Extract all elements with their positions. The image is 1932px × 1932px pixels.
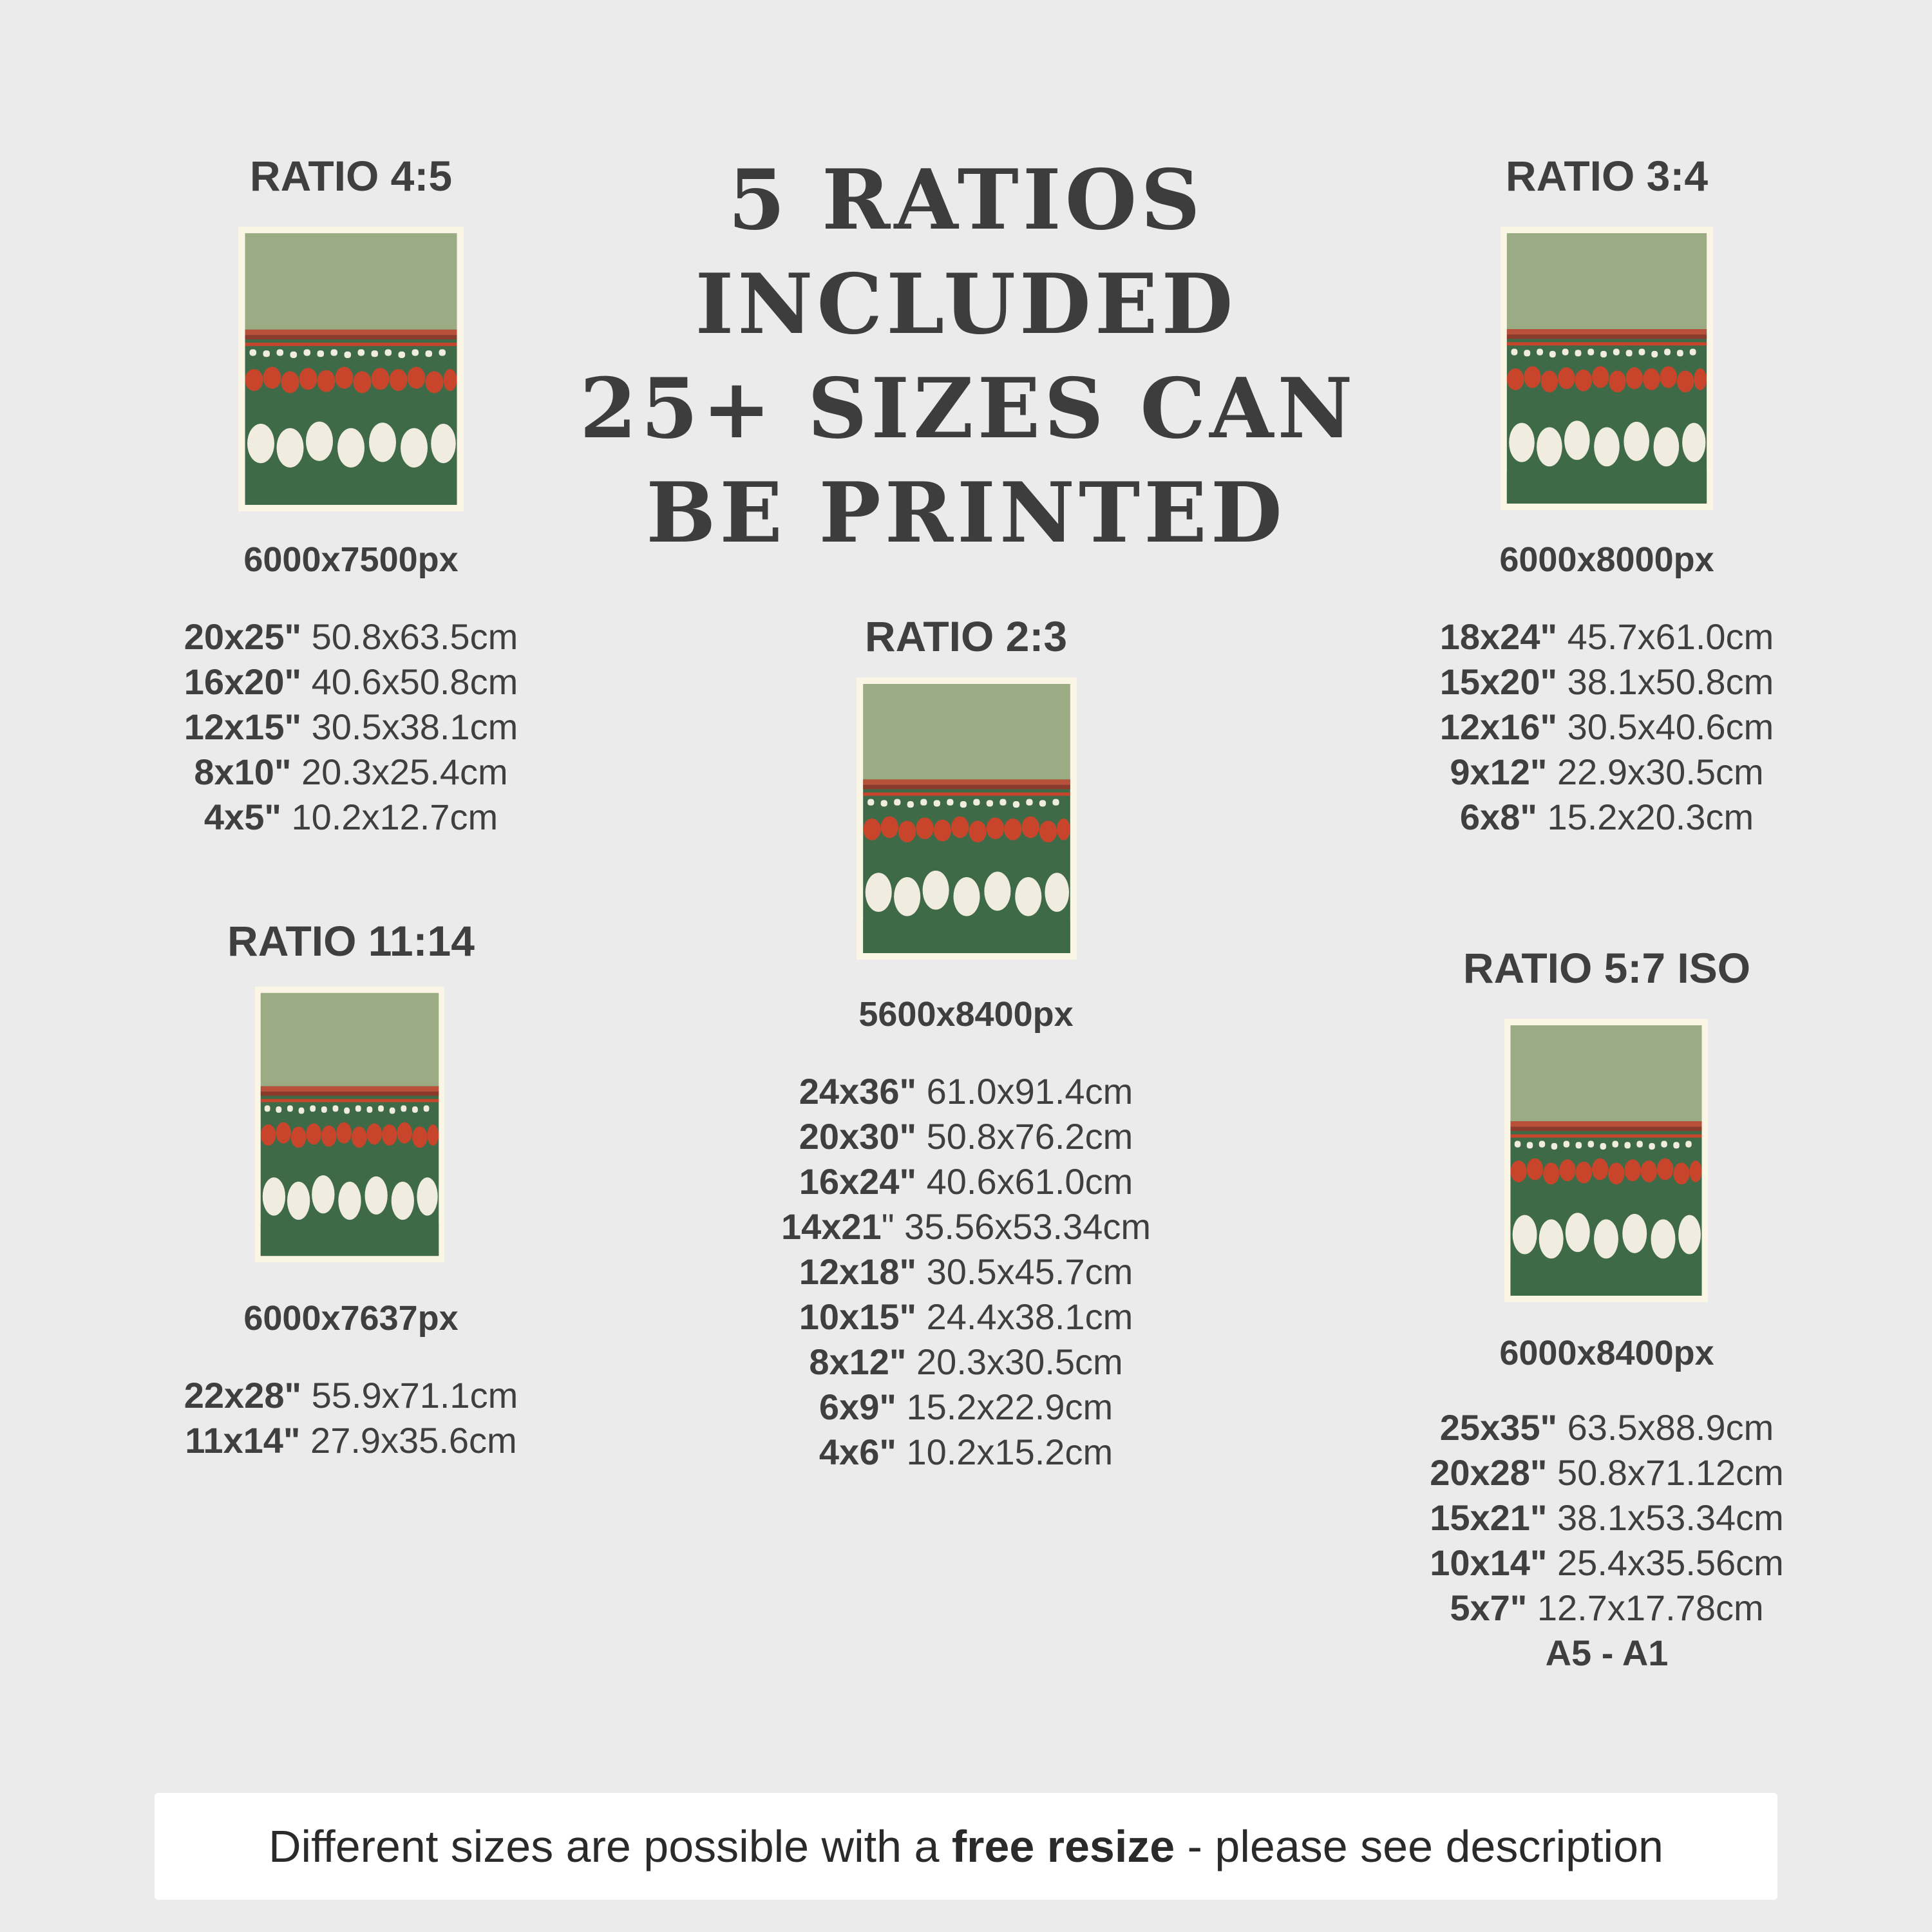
footer-text-start: Different sizes are possible with a [269, 1821, 952, 1871]
ratio-5-7-title-block [1381, 944, 1832, 992]
size-row: 10x15" 24.4x38.1cm [799, 1296, 1133, 1337]
size-row: 20x28" 50.8x71.12cm [1430, 1452, 1784, 1493]
size-row: 22x28" 55.9x71.1cm [184, 1375, 518, 1416]
size-row: 20x30" 50.8x76.2cm [799, 1116, 1133, 1157]
size-list [741, 1069, 1191, 1475]
size-row: 18x24" 45.7x61.0cm [1439, 616, 1774, 657]
size-row: 15x20" 38.1x50.8cm [1439, 661, 1774, 702]
pixel-dimensions: 5600x8400px [858, 995, 1074, 1034]
size-row: 4x5" 10.2x12.7cm [204, 797, 498, 837]
size-row: 9x12" 22.9x30.5cm [1450, 752, 1764, 792]
ratio-4-5-details [158, 542, 544, 840]
size-list [158, 614, 544, 840]
size-row: 24x36" 61.0x91.4cm [799, 1071, 1133, 1112]
size-list [158, 1373, 544, 1463]
tulip-artwork [238, 227, 464, 511]
iso-range: A5 - A1 [1545, 1633, 1669, 1673]
ratio-2-3-title-block [773, 612, 1159, 660]
poster-preview-5-7 [1504, 1019, 1708, 1302]
headline-line-3: 25+ SIZES CAN [580, 361, 1357, 457]
poster-preview-11-14 [255, 987, 444, 1262]
ratio-title: RATIO 11:14 [227, 917, 475, 965]
pixel-dimensions: 6000x8000px [1499, 540, 1714, 579]
footer-text-end: - please see description [1175, 1821, 1663, 1871]
size-row: 25x35" 63.5x88.9cm [1439, 1407, 1774, 1448]
size-list [1414, 614, 1800, 840]
size-row: 16x24" 40.6x61.0cm [799, 1161, 1133, 1202]
tulip-artwork [1501, 227, 1713, 510]
size-row: 12x15" 30.5x38.1cm [184, 706, 518, 747]
tulip-artwork [1504, 1019, 1708, 1302]
size-row: 4x6" 10.2x15.2cm [819, 1432, 1113, 1472]
poster-preview-2-3 [857, 677, 1077, 960]
ratio-title: RATIO 5:7 ISO [1463, 944, 1751, 992]
pixel-dimensions: 6000x8400px [1499, 1334, 1714, 1372]
size-row: 6x9" 15.2x22.9cm [819, 1387, 1113, 1427]
ratio-4-5-title-block [158, 152, 544, 200]
ratio-title: RATIO 3:4 [1505, 152, 1709, 200]
headline-line-1: 5 RATIOS [728, 152, 1204, 249]
size-row: 11x14" 27.9x35.6cm [185, 1420, 517, 1461]
tulip-artwork [255, 987, 444, 1262]
size-list [1381, 1405, 1832, 1676]
size-row: 12x18" 30.5x45.7cm [799, 1251, 1133, 1292]
headline-line-4: BE PRINTED [646, 465, 1286, 562]
pixel-dimensions: 6000x7637px [243, 1299, 459, 1338]
ratio-3-4-title-block [1414, 152, 1800, 200]
ratio-title: RATIO 2:3 [864, 612, 1068, 660]
poster-preview-3-4 [1501, 227, 1713, 510]
size-row: 8x12" 20.3x30.5cm [809, 1341, 1123, 1382]
poster-preview-4-5 [238, 227, 464, 511]
ratio-3-4-details [1414, 542, 1800, 840]
ratio-2-3-details [741, 997, 1191, 1475]
footer-note [155, 1793, 1777, 1900]
size-row: 16x20" 40.6x50.8cm [184, 661, 518, 702]
size-row: 20x25" 50.8x63.5cm [184, 616, 518, 657]
ratio-5-7-details [1381, 1336, 1832, 1676]
ratio-11-14-title-block [158, 917, 544, 965]
footer-text-bold: free resize [951, 1821, 1175, 1871]
size-row: 12x16" 30.5x40.6cm [1439, 706, 1774, 747]
ratio-11-14-details [158, 1301, 544, 1463]
size-row: 6x8" 15.2x20.3cm [1459, 797, 1754, 837]
tulip-artwork [857, 677, 1077, 960]
size-row: 10x14" 25.4x35.56cm [1430, 1542, 1784, 1583]
pixel-dimensions: 6000x7500px [243, 540, 459, 579]
size-row: 15x21" 38.1x53.34cm [1430, 1497, 1784, 1538]
size-row: 8x10" 20.3x25.4cm [194, 752, 508, 792]
size-row: 14x21" 35.56x53.34cm [781, 1206, 1151, 1247]
ratio-title: RATIO 4:5 [249, 152, 453, 200]
size-row: 5x7" 12.7x17.78cm [1450, 1587, 1764, 1628]
headline [580, 148, 1357, 565]
headline-line-2: INCLUDED [695, 256, 1237, 353]
